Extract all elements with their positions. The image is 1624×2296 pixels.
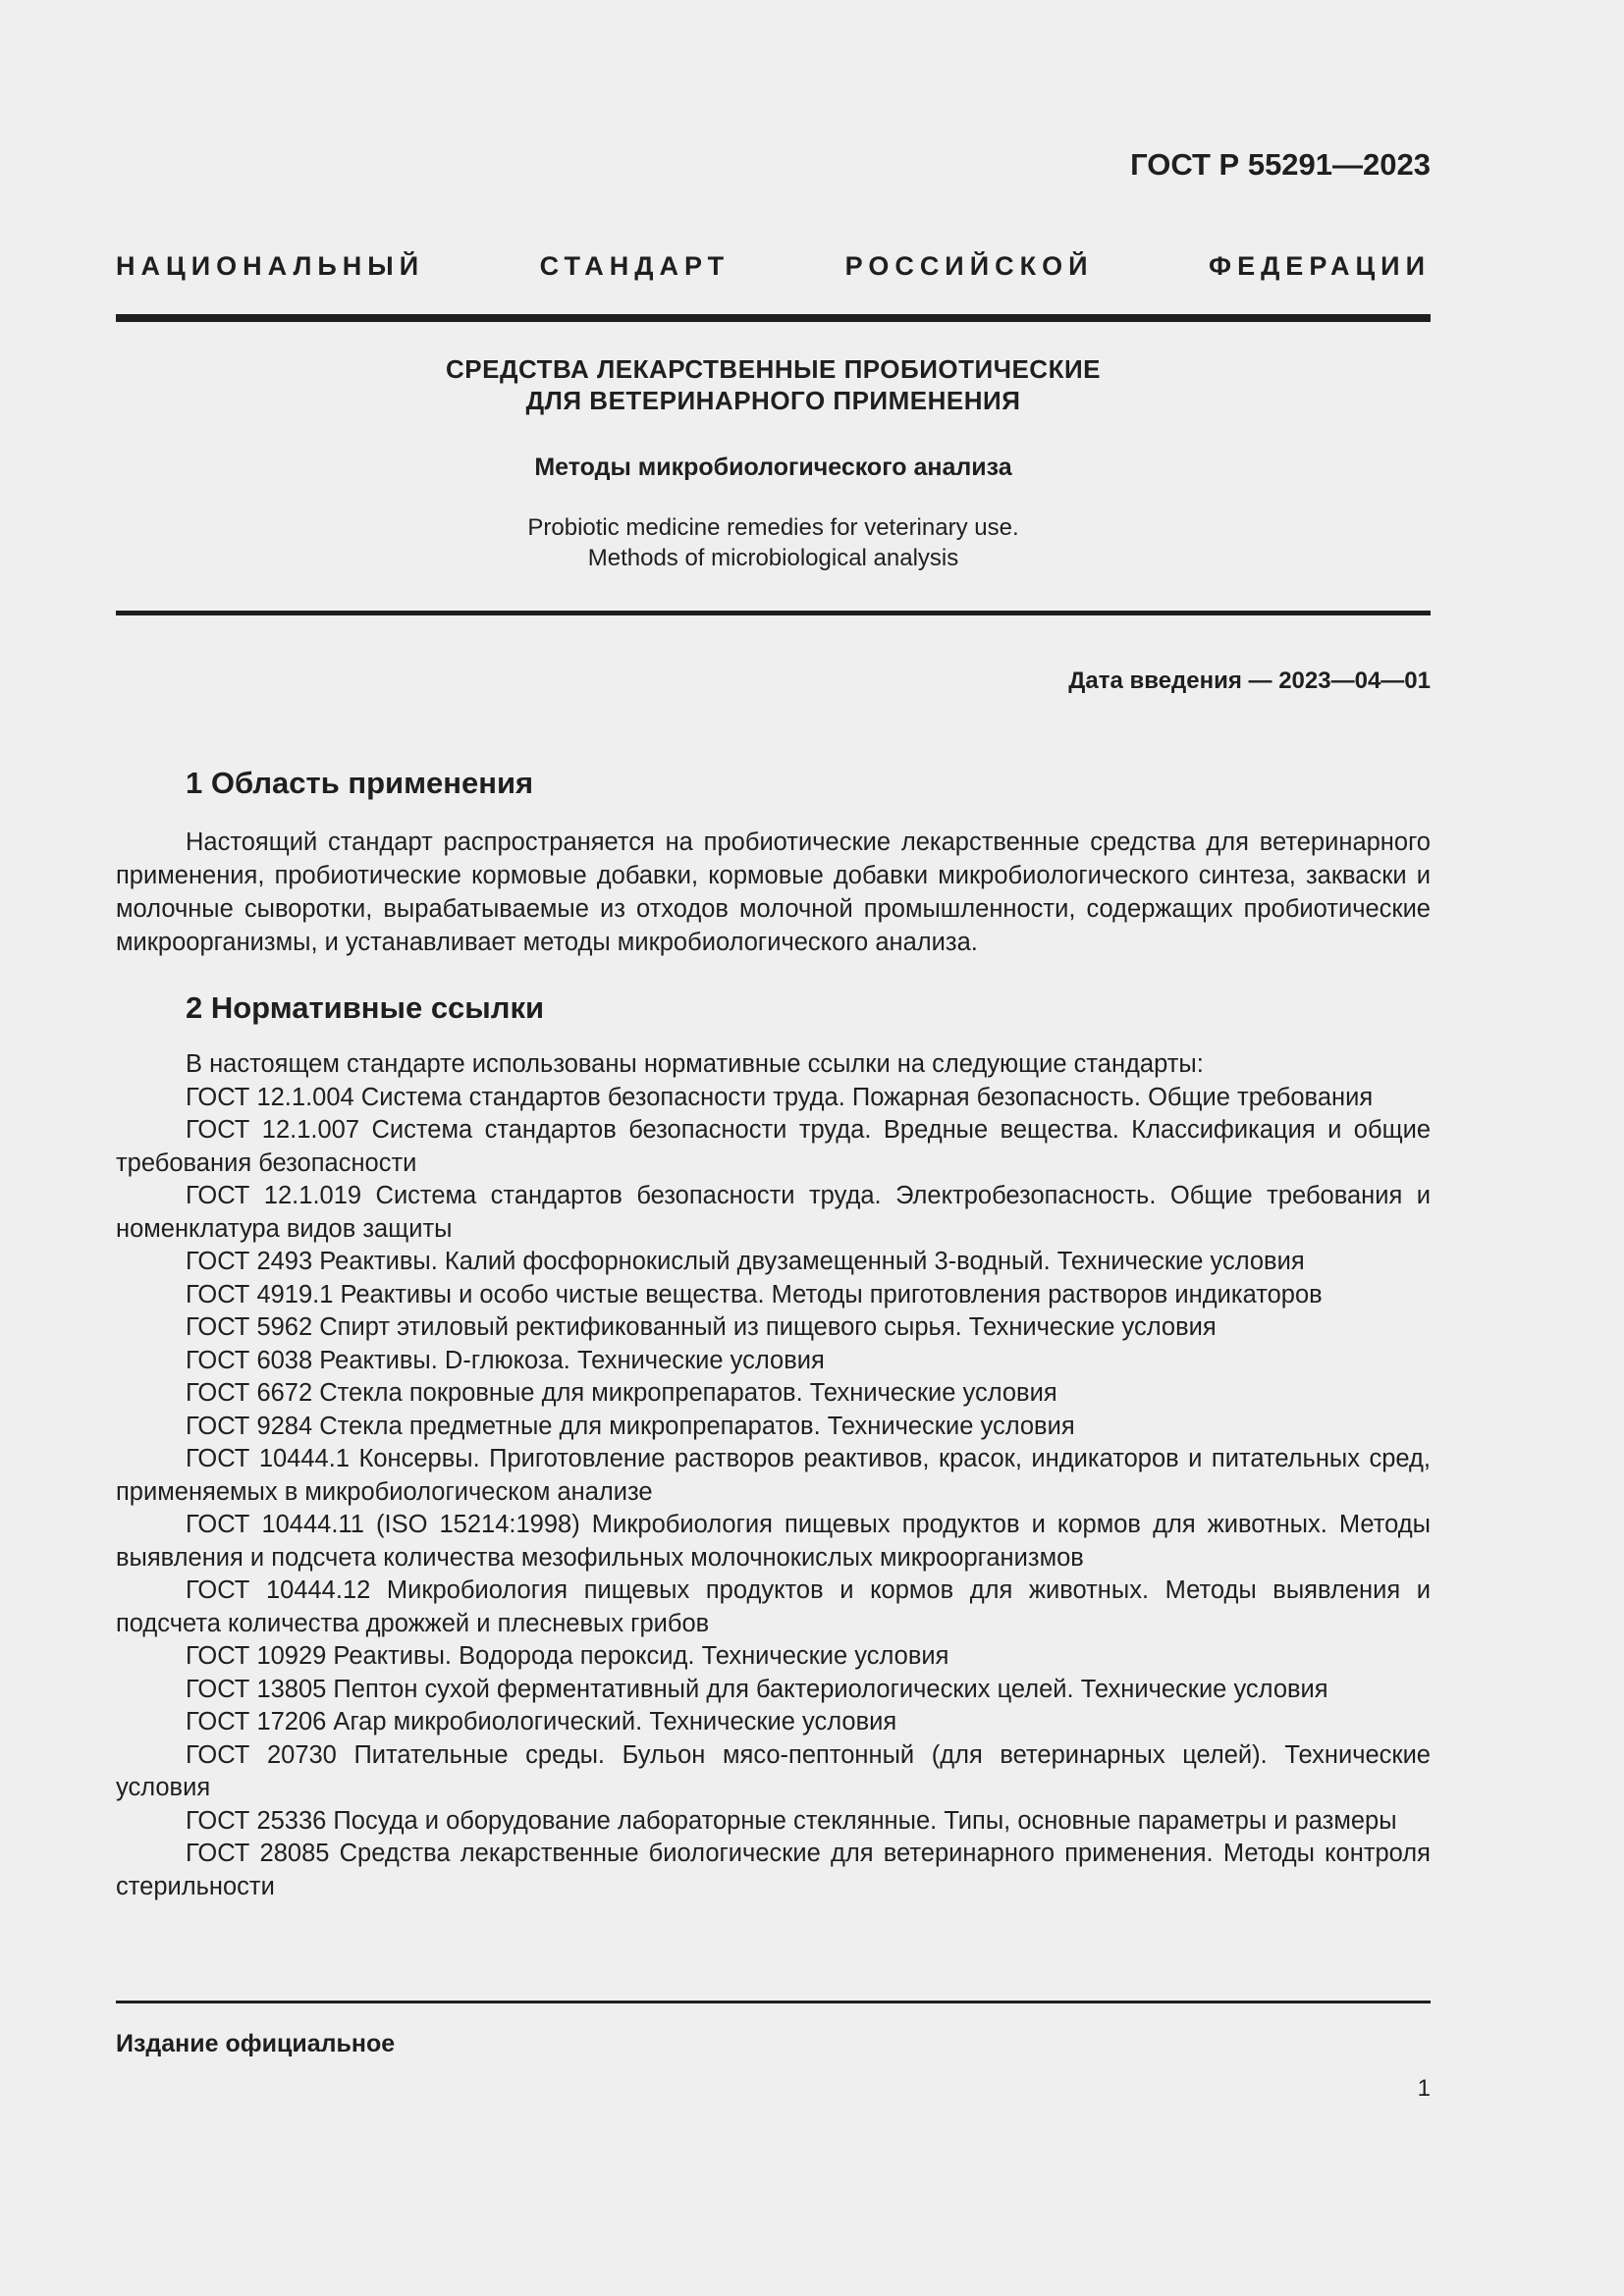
reference-item: ГОСТ 9284 Стекла предметные для микропрепаратов. Технические условия [186,1412,1075,1440]
reference-item: ГОСТ 6038 Реактивы. D-глюкоза. Технические условия [186,1346,825,1374]
reference-item: ГОСТ 12.1.004 Система стандартов безопасности труда. Пожарная безопасность. Общие требования [186,1083,1374,1111]
official-edition-label: Издание официальное [116,2030,396,2057]
introduction-date: Дата введения — 2023—04—01 [1068,667,1431,694]
section-1-text: Настоящий стандарт распространяется на пробиотические лекарственные средства для ветеринарного применения, пробиотические кормовые добавки, кормовые добавки микробиологического синтеза, закваски и молочные сыворотки, вырабатываемые из отходов молочной промышленности, содержащих пробиотические микроорганизмы, и устанавливает методы микробиологического анализа. [116,828,1431,956]
reference-item: ГОСТ 20730 Питательные среды. Бульон мясо-пептонный (для ветеринарных целей). Технические условия [116,1740,1431,1801]
reference-item: ГОСТ 12.1.019 Система стандартов безопасности труда. Электробезопасность. Общие требования и номенклатура видов защиты [116,1182,1431,1243]
reference-item: ГОСТ 10929 Реактивы. Водорода пероксид. Технические условия [186,1642,949,1670]
reference-item: ГОСТ 25336 Посуда и оборудование лабораторные стеклянные. Типы, основные параметры и размеры [186,1806,1397,1835]
reference-item: ГОСТ 13805 Пептон сухой ферментативный для бактериологических целей. Технические условия [186,1675,1328,1703]
title-line-2: ДЛЯ ВЕТЕРИНАРНОГО ПРИМЕНЕНИЯ [525,386,1021,415]
document-subtitle: Методы микробиологического анализа [534,454,1012,481]
reference-item: ГОСТ 10444.11 (ISO 15214:1998) Микробиология пищевых продуктов и кормов для животных. Методы выявления и подсчета количества мезофильных молочнокислых микроорганизмов [116,1511,1431,1572]
section-1-heading: 1 Область применения [186,766,534,800]
references-list [116,1048,1431,1903]
reference-item: ГОСТ 12.1.007 Система стандартов безопасности труда. Вредные вещества. Классификация и общие требования безопасности [116,1116,1431,1177]
page-number: 1 [1417,2075,1431,2102]
gost-code: ГОСТ Р 55291—2023 [1130,147,1431,182]
english-title-line-1: Probiotic medicine remedies for veterinary use. [527,514,1019,541]
title-line-1: СРЕДСТВА ЛЕКАРСТВЕННЫЕ ПРОБИОТИЧЕСКИЕ [446,354,1101,384]
reference-item: ГОСТ 6672 Стекла покровные для микропрепаратов. Технические условия [186,1379,1057,1407]
english-title-line-2: Methods of microbiological analysis [587,545,959,571]
title-bottom-rule [116,611,1431,615]
top-rule [116,314,1431,322]
references-intro: В настоящем стандарте использованы нормативные ссылки на следующие стандарты: [186,1050,1204,1078]
english-title [116,512,1431,573]
footer-rule [116,2001,1431,2003]
reference-item: ГОСТ 10444.1 Консервы. Приготовление растворов реактивов, красок, индикаторов и питательных сред, применяемых в микробиологическом анализе [116,1445,1431,1506]
reference-item: ГОСТ 4919.1 Реактивы и особо чистые вещества. Методы приготовления растворов индикаторов [186,1280,1323,1308]
reference-item: ГОСТ 28085 Средства лекарственные биологические для ветеринарного применения. Методы контроля стерильности [116,1840,1431,1900]
national-standard-banner: НАЦИОНАЛЬНЫЙ СТАНДАРТ РОССИЙСКОЙ ФЕДЕРАЦИИ [116,251,1431,281]
document-title [116,353,1431,416]
reference-item: ГОСТ 2493 Реактивы. Калий фосфорнокислый двузамещенный 3-водный. Технические условия [186,1248,1305,1275]
section-2-heading: 2 Нормативные ссылки [186,990,545,1025]
reference-item: ГОСТ 5962 Спирт этиловый ректификованный из пищевого сырья. Технические условия [186,1313,1217,1341]
reference-item: ГОСТ 17206 Агар микробиологический. Технические условия [186,1708,897,1735]
reference-item: ГОСТ 10444.12 Микробиология пищевых продуктов и кормов для животных. Методы выявления и подсчета количества дрожжей и плесневых грибов [116,1576,1431,1637]
